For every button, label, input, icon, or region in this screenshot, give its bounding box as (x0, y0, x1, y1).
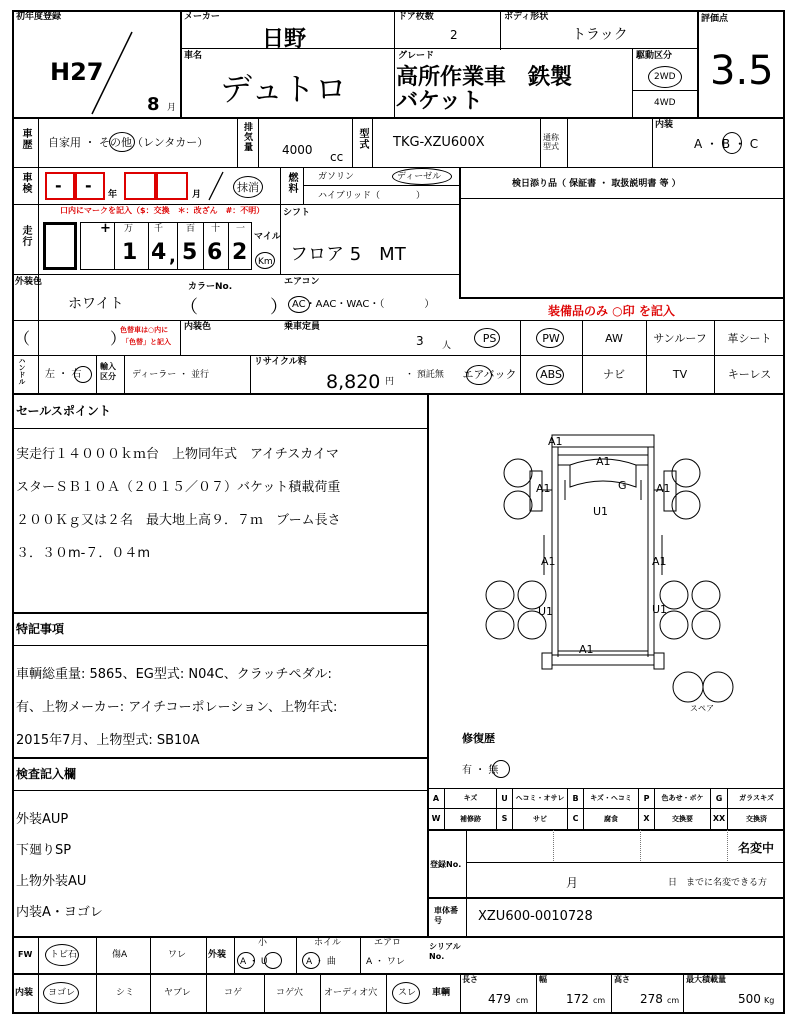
history-label: 車歴 (20, 128, 31, 150)
interior-grades: A ・ B ・ C (694, 137, 759, 151)
divider (12, 612, 429, 614)
grade-line2: バケット (396, 89, 483, 114)
maker-value: 日野 (262, 27, 307, 52)
fw-label: FW (18, 950, 33, 959)
ext-color-sub: （ ） (14, 329, 127, 348)
circle-mark (237, 952, 255, 969)
divider (180, 48, 697, 49)
sales-line: 実走行１４０００ｋｍ台 上物同年式 アイチスカイマ (16, 447, 339, 462)
divider (303, 185, 459, 186)
divider (280, 167, 281, 274)
ext-label: 外装 (208, 950, 227, 960)
damage-label: G (618, 479, 627, 492)
divider (180, 320, 181, 355)
divider (540, 117, 541, 167)
damage-label: A1 (596, 455, 611, 468)
year-unit: 年 (108, 190, 118, 200)
unit-hyaku: 百 (186, 224, 196, 234)
color-no-label: カラーNo. (188, 282, 233, 292)
notes-line: 車輌総重量: 5865、EG型式: N04C、クラッチペダル: (16, 667, 332, 682)
divider (394, 10, 395, 117)
inspection-line: 外装AUP (16, 812, 69, 827)
divider (150, 936, 151, 1014)
divider (38, 936, 39, 1014)
hybrid: ハイブリッド（ ） (318, 191, 426, 201)
gasoline: ガソリン (318, 172, 355, 182)
divider (148, 222, 149, 270)
documents: 検日添り品（ 保証書 ・ 取扱説明書 等 ） (512, 179, 681, 189)
ext-color: ホワイト (68, 296, 124, 312)
cm-unit: cm (667, 996, 680, 1005)
common-model-label: 通称型式 (543, 133, 559, 151)
damage-label: A1 (536, 482, 551, 495)
equipment-item: PW (542, 331, 560, 345)
model-label: 型式 (357, 128, 368, 150)
slash-mark (88, 28, 138, 118)
int-item: オーディオ穴 (324, 988, 378, 998)
circle-mark (264, 952, 282, 969)
mileage-digit: 2 (232, 240, 248, 265)
history-value: 自家用 ・ その他（レンタカー） (48, 136, 209, 149)
divider (12, 167, 785, 168)
notes-text (16, 658, 337, 757)
unit-man: 万 (124, 224, 134, 234)
divider (296, 936, 297, 973)
color-note-2: 「色替」と記入 (122, 338, 171, 346)
divider (177, 222, 178, 270)
divider (459, 167, 461, 297)
insp-box (156, 172, 188, 200)
unit-ichi: 一 (236, 224, 246, 234)
expired: 抹消 (237, 181, 259, 194)
score-value: 3.5 (710, 48, 774, 94)
divider (237, 117, 238, 167)
grid (640, 830, 641, 861)
score-label: 評価点 (701, 14, 729, 24)
legend-code: B (567, 788, 583, 808)
inspection-line: 上物外装AU (16, 874, 87, 889)
wheel-label: ホイル (314, 938, 342, 948)
fuel-label: 燃料 (286, 172, 297, 194)
small-value: A ・ U (240, 957, 268, 967)
first-reg-label: 初年度登録 (16, 12, 62, 22)
divider (38, 355, 39, 393)
equipment-item: 革シート (727, 332, 772, 345)
month-unit: 月 (192, 190, 202, 200)
ext-color-label: 外装色 (15, 277, 43, 287)
doors-value: 2 (450, 28, 458, 42)
unit-juu: 十 (211, 224, 221, 234)
recycle-unit: 円 (385, 377, 395, 387)
circle-mark (392, 168, 452, 185)
dims-label: 車輌 (432, 988, 451, 998)
legend-code: X (638, 808, 654, 829)
legend-code: A (427, 788, 444, 808)
divider (372, 117, 373, 167)
body-label: ボディ形状 (504, 12, 549, 22)
interior-label: 内装 (655, 120, 674, 130)
divider (632, 90, 697, 91)
reg-label: 登録No. (430, 860, 462, 869)
load-value: 500 (738, 992, 761, 1006)
circle-mark (255, 252, 275, 269)
divider (536, 973, 537, 1014)
unit-sen: 千 (154, 224, 164, 234)
circle-mark (288, 296, 310, 313)
equipment-item: サンルーフ (653, 332, 707, 345)
deposit: ・ 預託無 (405, 370, 444, 380)
circle-mark (74, 366, 92, 383)
circle-mark (474, 328, 500, 348)
divider (460, 973, 461, 1014)
reg-month-unit: 月 (566, 876, 579, 890)
int-color-label: 内装色 (184, 322, 212, 332)
divider (12, 790, 427, 791)
width-value: 172 (566, 992, 589, 1006)
divider (386, 973, 387, 1014)
mile-unit: マイル (254, 232, 281, 242)
divider (203, 222, 204, 270)
divider (459, 198, 785, 199)
damage-label: A1 (652, 555, 667, 568)
divider (466, 862, 785, 863)
divider (228, 222, 229, 270)
inspection-line: 内装A・ヨゴレ (16, 905, 103, 920)
circle-mark (43, 982, 79, 1004)
aero-value: A ・ ワレ (366, 957, 405, 967)
height-label: 高さ (614, 975, 630, 984)
capacity-label: 乗車定員 (284, 322, 321, 332)
reg-day-text: 日 までに名変できる方 (668, 878, 768, 888)
divider (652, 117, 653, 167)
vin-value: XZU600-0010728 (478, 909, 593, 924)
insp-year-1: - (55, 176, 62, 195)
legend-meaning: 交換要 (654, 808, 710, 829)
inspection-line: 下廻りSP (16, 843, 72, 858)
cm-unit: cm (516, 996, 529, 1005)
shift-value: フロア 5 MT (290, 244, 406, 265)
legend-meaning: キズ・ヘコミ (583, 788, 638, 808)
import-value: ディーラー ・ 並行 (132, 370, 210, 380)
divider (360, 936, 361, 973)
divider (500, 10, 501, 50)
circle-mark (302, 952, 320, 969)
divider (427, 393, 429, 936)
sales-text (16, 438, 341, 570)
vin-label: 車体番号 (434, 906, 458, 925)
int-item: コゲ (224, 988, 243, 998)
divider (96, 936, 97, 1014)
int-label: 内装 (15, 988, 34, 998)
int-item: スレ (398, 988, 417, 998)
legend-meaning: 交換済 (727, 808, 785, 829)
sales-line: スターＳＢ１０Ａ（２０１５／０７）バケット積載荷重 (16, 480, 341, 495)
circle-mark (648, 66, 682, 88)
divider (611, 973, 612, 1014)
equipment-item: エアバック (462, 368, 517, 381)
int-item: コゲ穴 (276, 988, 304, 998)
divider (352, 117, 353, 167)
notes-line: 2015年7月、上物型式: SB10A (16, 733, 200, 748)
kg-unit: Kg (764, 996, 775, 1005)
divider (683, 973, 684, 1014)
equipment-item: AW (605, 331, 623, 345)
mileage-digit: 6 (207, 240, 223, 265)
divider (124, 355, 125, 393)
legend-code: G (710, 788, 727, 808)
damage-label: A1 (541, 555, 556, 568)
car-name-value: デュトロ (220, 70, 348, 108)
circle-mark (536, 365, 564, 385)
model-value: TKG-XZU600X (393, 135, 485, 150)
repair-title: 修復歴 (462, 732, 495, 745)
divider (114, 222, 115, 270)
divider (12, 320, 459, 321)
reg-year: H27 (50, 58, 104, 86)
drive-2wd: 2WD (654, 72, 676, 82)
divider (12, 204, 459, 205)
equipment-title: 装備品のみ ○印 を記入 (548, 304, 675, 318)
legend-meaning: 色あせ・ボケ (654, 788, 710, 808)
divider (250, 355, 251, 393)
legend-meaning: キズ (444, 788, 496, 808)
int-item: ヨゴレ (48, 988, 76, 998)
legend-meaning: ガラスキズ (727, 788, 785, 808)
circle-mark (45, 944, 79, 966)
divider (466, 829, 467, 897)
divider (427, 897, 785, 899)
insp-year-2: - (85, 176, 92, 195)
circle-mark (492, 760, 510, 778)
sales-title: セールスポイント (16, 404, 111, 418)
divider (12, 757, 429, 759)
divider (466, 897, 467, 936)
shift-label: シフト (283, 208, 311, 218)
int-item: ヤブレ (164, 988, 191, 998)
length-value: 479 (488, 992, 511, 1006)
ac-label: エアコン (284, 277, 320, 287)
serial-label: シリアルNo. (429, 942, 461, 961)
insp-box (124, 172, 156, 200)
divider (697, 10, 699, 117)
width-label: 幅 (539, 975, 547, 984)
damage-label: A1 (579, 643, 594, 656)
doors-label: ドア枚数 (398, 12, 434, 22)
divider (12, 973, 785, 975)
divider (12, 428, 427, 429)
fw-item: 傷A (112, 950, 128, 960)
maker-label: メーカー (184, 12, 220, 22)
color-note-1: 色替車は○内に (120, 326, 169, 334)
notes-line: 有、上物メーカー: アイチコーポレーション、上物年式: (16, 700, 338, 715)
divider (258, 117, 259, 167)
legend-code: P (638, 788, 654, 808)
displacement-unit: cc (330, 150, 344, 164)
capacity-value: 3 (416, 334, 424, 348)
fw-item: ワレ (168, 950, 187, 960)
legend-code: XX (710, 808, 727, 829)
circle-mark (466, 365, 492, 385)
circle-mark (109, 132, 135, 152)
sales-line: ３．３０m-７．０４m (16, 546, 151, 561)
mileage-digit: 4 (151, 240, 167, 265)
divider (180, 10, 182, 117)
comma-mark: , (169, 246, 176, 267)
color-no: （ ） (180, 297, 288, 318)
circle-mark (536, 328, 564, 348)
divider (206, 936, 207, 1014)
equipment-item: PS (482, 331, 497, 345)
grid (727, 830, 728, 861)
equipment-item: ABS (540, 367, 562, 381)
fw-item: トビ石 (50, 950, 78, 960)
length-label: 長さ (462, 975, 478, 984)
inspection-text (16, 804, 103, 928)
reg-month: 8 (147, 94, 160, 115)
body-value: トラック (572, 27, 628, 43)
displacement-label: 排気量 (242, 122, 252, 152)
equipment-item: ナビ (603, 368, 625, 381)
damage-label: A1 (656, 482, 671, 495)
divider (459, 297, 785, 299)
repair-value: 有 ・ 無 (462, 765, 499, 776)
mileage-digit: 1 (122, 240, 138, 265)
divider (632, 48, 633, 117)
diesel: ディーゼル (397, 172, 442, 182)
drive-label: 駆動区分 (636, 51, 673, 61)
legend-meaning: サビ (512, 808, 567, 829)
legend-meaning: 腐食 (583, 808, 638, 829)
notes-title: 特記事項 (16, 622, 65, 636)
int-item: シミ (116, 988, 135, 998)
mileage-note: 口内にマークを記入（$：交換 ＊：改ざん #：不明） (60, 206, 265, 215)
displacement-value: 4000 (282, 143, 313, 157)
handle-label: ハンドル (18, 357, 26, 385)
divider (427, 829, 785, 831)
grid (553, 830, 554, 861)
divider (234, 936, 235, 973)
legend-meaning: ヘコミ・オサレ (512, 788, 567, 808)
aero-label: エアロ (374, 938, 402, 948)
legend-code: W (427, 808, 444, 829)
ac-value: AC・AAC・WAC・（ ） (292, 299, 435, 310)
divider (320, 973, 321, 1014)
import-label: 輸入区分 (100, 362, 116, 381)
equipment-item: TV (672, 367, 688, 381)
divider (264, 973, 265, 1014)
circle-mark (233, 176, 263, 198)
inspection-label: 車検 (20, 172, 31, 194)
recycle-label: リサイクル料 (254, 357, 307, 367)
small-label: 小 (258, 938, 268, 948)
slash-mark (205, 170, 227, 202)
divider (96, 355, 97, 393)
mileage-digit: 5 (182, 240, 198, 265)
damage-label: U1 (652, 603, 668, 616)
divider (12, 645, 427, 646)
divider (12, 274, 459, 275)
grade-label: グレード (398, 51, 435, 61)
km-unit: Km (258, 257, 273, 267)
spare-label: スペア (690, 704, 714, 713)
legend-meaning: 補修跡 (444, 808, 496, 829)
car-name-label: 車名 (184, 51, 203, 61)
mileage-label: 走行 (20, 225, 31, 247)
month-unit: 月 (167, 103, 177, 113)
damage-label: A1 (548, 435, 563, 448)
equipment-item: キーレス (727, 368, 772, 381)
inspection-title: 検査記入欄 (16, 767, 77, 781)
grade-line1: 高所作業車 鉄製 (396, 65, 573, 90)
drive-4wd: 4WD (654, 98, 676, 108)
damage-label: U1 (593, 505, 609, 518)
legend-code: C (567, 808, 583, 829)
handle-value: 左 ・ 右 (45, 369, 82, 380)
sales-line: ２００Ｋｇ又は２名 最大地上高９．７ｍ ブーム長さ (16, 513, 341, 528)
vehicle-diagram (430, 395, 785, 790)
divider (567, 117, 568, 167)
wheel-value: A ・ 曲 (306, 957, 336, 967)
mileage-box (43, 222, 77, 270)
recycle-value: 8,820 (326, 371, 381, 393)
legend-code: U (496, 788, 512, 808)
height-value: 278 (640, 992, 663, 1006)
circle-mark (722, 132, 742, 154)
name-change: 名変中 (738, 841, 775, 855)
circle-mark (392, 982, 420, 1004)
cm-unit: cm (593, 996, 606, 1005)
plus-mark: + (100, 221, 111, 236)
capacity-unit: 人 (442, 341, 452, 351)
legend-code: S (496, 808, 512, 829)
damage-label: U1 (538, 605, 554, 618)
load-label: 最大積載量 (686, 975, 726, 984)
